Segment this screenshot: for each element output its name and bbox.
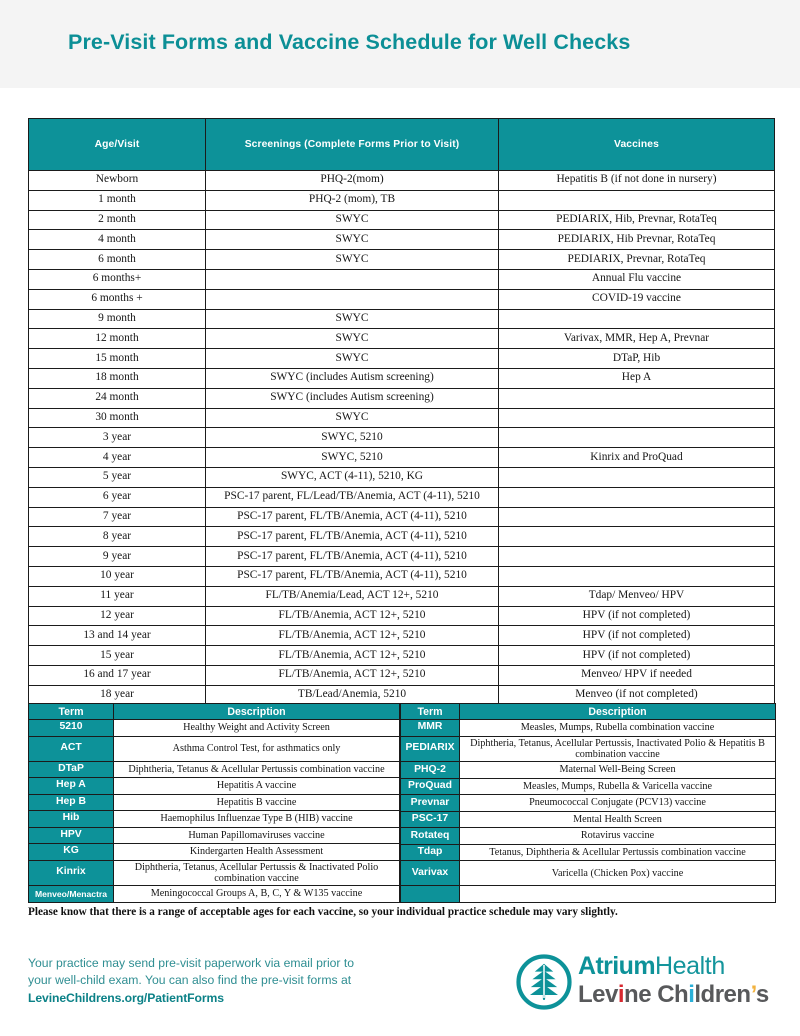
schedule-cell-screenings: SWYC, 5210: [206, 448, 499, 468]
schedule-cell-age: 9 year: [29, 547, 206, 567]
list-item: [401, 720, 776, 737]
schedule-cell-screenings: PSC-17 parent, FL/TB/Anemia, ACT (4-11), 5210: [206, 507, 499, 527]
promo-line-1: Your practice may send pre-visit paperwork via email prior to: [28, 956, 355, 970]
list-item: [401, 778, 776, 795]
glossary-description: Maternal Well-Being Screen: [460, 762, 776, 779]
schedule-cell-vaccines: [499, 428, 775, 448]
column-header-screenings: Screenings (Complete Forms Prior to Visit): [206, 119, 499, 171]
glossary-left-head: [29, 704, 400, 720]
glossary-description: Kindergarten Health Assessment: [114, 844, 400, 861]
schedule-cell-age: 11 year: [29, 586, 206, 606]
schedule-cell-vaccines: HPV (if not completed): [499, 606, 775, 626]
table-row: [29, 507, 775, 527]
schedule-cell-screenings: SWYC: [206, 210, 499, 230]
list-item: [29, 778, 400, 795]
schedule-cell-age: 5 year: [29, 467, 206, 487]
glossary-term: PEDIARIX: [401, 736, 460, 762]
schedule-cell-screenings: TB/Lead/Anemia, 5210: [206, 685, 499, 705]
disclaimer-note: Please know that there is a range of acceptable ages for each vaccine, so your individual practice schedule may vary slightly.: [28, 906, 618, 918]
glossary-term: Menveo/Menactra: [29, 886, 114, 903]
schedule-cell-screenings: SWYC: [206, 230, 499, 250]
glossary-term: KG: [29, 844, 114, 861]
schedule-cell-vaccines: Varivax, MMR, Hep A, Prevnar: [499, 329, 775, 349]
schedule-cell-vaccines: DTaP, Hib: [499, 349, 775, 369]
logo-sub-part4: s: [755, 981, 769, 1008]
table-row: [29, 487, 775, 507]
glossary-description: Mental Health Screen: [460, 811, 776, 828]
glossary-table-right: [400, 703, 776, 903]
title-band: [0, 0, 800, 88]
schedule-cell-vaccines: Hepatitis B (if not done in nursery): [499, 171, 775, 191]
schedule-cell-age: 16 and 17 year: [29, 665, 206, 685]
schedule-cell-age: 4 year: [29, 448, 206, 468]
glossary-term: Rotateq: [401, 828, 460, 845]
schedule-cell-screenings: PHQ-2 (mom), TB: [206, 190, 499, 210]
schedule-cell-screenings: PHQ-2(mom): [206, 171, 499, 191]
schedule-cell-vaccines: PEDIARIX, Hib Prevnar, RotaTeq: [499, 230, 775, 250]
schedule-cell-vaccines: [499, 388, 775, 408]
list-item: [29, 827, 400, 844]
glossary-term: ACT: [29, 736, 114, 761]
table-row: [29, 309, 775, 329]
glossary-left-body: [29, 720, 400, 903]
glossary-term: PSC-17: [401, 811, 460, 828]
logo-sub-i-blue: i: [688, 981, 695, 1008]
schedule-cell-vaccines: HPV (if not completed): [499, 626, 775, 646]
list-item: [401, 844, 776, 861]
schedule-cell-screenings: SWYC, 5210: [206, 428, 499, 448]
table-row: [29, 210, 775, 230]
glossary-term: Kinrix: [29, 860, 114, 886]
table-row: [29, 289, 775, 309]
glossary-description: Hepatitis B vaccine: [114, 794, 400, 811]
list-item: [401, 762, 776, 779]
list-item: [29, 761, 400, 778]
schedule-cell-screenings: PSC-17 parent, FL/TB/Anemia, ACT (4-11), 5210: [206, 547, 499, 567]
schedule-cell-vaccines: [499, 527, 775, 547]
schedule-table-body: [29, 171, 775, 706]
table-row: [29, 467, 775, 487]
schedule-cell-age: 15 month: [29, 349, 206, 369]
glossary-right-header-term: Term: [401, 704, 460, 720]
schedule-cell-age: 15 year: [29, 646, 206, 666]
glossary-left-header-description: Description: [114, 704, 400, 720]
schedule-cell-screenings: FL/TB/Anemia, ACT 12+, 5210: [206, 646, 499, 666]
glossary-term: Prevnar: [401, 795, 460, 812]
schedule-cell-screenings: SWYC: [206, 250, 499, 270]
schedule-cell-screenings: SWYC: [206, 309, 499, 329]
schedule-cell-screenings: SWYC (includes Autism screening): [206, 368, 499, 388]
table-row: [29, 547, 775, 567]
schedule-cell-age: 12 year: [29, 606, 206, 626]
tree-circle-icon: [516, 954, 572, 1010]
glossary-description: Haemophilus Influenzae Type B (HIB) vaccine: [114, 811, 400, 828]
schedule-table-head: [29, 119, 775, 171]
logo-sub-apostrophe: ’: [750, 981, 756, 1008]
list-item: [29, 811, 400, 828]
schedule-cell-vaccines: HPV (if not completed): [499, 646, 775, 666]
glossary-term: Hep B: [29, 794, 114, 811]
schedule-cell-screenings: FL/TB/Anemia, ACT 12+, 5210: [206, 606, 499, 626]
list-item: [29, 794, 400, 811]
promo-block: [28, 955, 428, 1007]
schedule-cell-vaccines: Menveo/ HPV if needed: [499, 665, 775, 685]
schedule-cell-vaccines: Tdap/ Menveo/ HPV: [499, 586, 775, 606]
schedule-table-wrap: [28, 118, 774, 706]
table-row: [29, 388, 775, 408]
table-row: [29, 190, 775, 210]
table-row: [29, 250, 775, 270]
table-row: [29, 586, 775, 606]
schedule-cell-screenings: SWYC: [206, 349, 499, 369]
glossary-table-left: [28, 703, 400, 903]
schedule-cell-vaccines: [499, 547, 775, 567]
glossary-term: Varivax: [401, 861, 460, 886]
schedule-cell-age: 30 month: [29, 408, 206, 428]
schedule-cell-age: 18 year: [29, 685, 206, 705]
list-item: [401, 811, 776, 828]
schedule-cell-age: 13 and 14 year: [29, 626, 206, 646]
schedule-cell-vaccines: Annual Flu vaccine: [499, 269, 775, 289]
table-row: [29, 606, 775, 626]
schedule-cell-screenings: FL/TB/Anemia/Lead, ACT 12+, 5210: [206, 586, 499, 606]
schedule-cell-vaccines: [499, 566, 775, 586]
schedule-cell-vaccines: PEDIARIX, Hib, Prevnar, RotaTeq: [499, 210, 775, 230]
table-row: [29, 349, 775, 369]
schedule-cell-age: 1 month: [29, 190, 206, 210]
list-item: [29, 720, 400, 737]
schedule-cell-age: 6 year: [29, 487, 206, 507]
list-item: [29, 736, 400, 761]
column-header-vaccines: Vaccines: [499, 119, 775, 171]
glossary-left-header-term: Term: [29, 704, 114, 720]
schedule-cell-screenings: SWYC: [206, 408, 499, 428]
schedule-cell-screenings: [206, 289, 499, 309]
glossary-left-header-row: [29, 704, 400, 720]
glossary-term: DTaP: [29, 761, 114, 778]
schedule-cell-screenings: SWYC: [206, 329, 499, 349]
schedule-cell-age: 3 year: [29, 428, 206, 448]
schedule-cell-vaccines: [499, 309, 775, 329]
glossary-right-header-description: Description: [460, 704, 776, 720]
schedule-cell-vaccines: [499, 190, 775, 210]
logo-sub-part2: ne Ch: [624, 981, 689, 1008]
schedule-cell-age: 24 month: [29, 388, 206, 408]
glossary-description: Tetanus, Diphtheria & Acellular Pertussis combination vaccine: [460, 844, 776, 861]
table-row: [29, 566, 775, 586]
schedule-cell-vaccines: Hep A: [499, 368, 775, 388]
schedule-cell-age: 8 year: [29, 527, 206, 547]
glossary-right-head: [401, 704, 776, 720]
glossary-description: Measles, Mumps, Rubella & Varicella vaccine: [460, 778, 776, 795]
glossary-description: Diphtheria, Tetanus, Acellular Pertussis & Inactivated Polio combination vaccine: [114, 860, 400, 886]
glossary-description: Rotavirus vaccine: [460, 828, 776, 845]
list-item: [29, 844, 400, 861]
glossary-description: Healthy Weight and Activity Screen: [114, 720, 400, 737]
glossary-description: Human Papillomaviruses vaccine: [114, 827, 400, 844]
list-item: [401, 736, 776, 762]
patient-forms-link[interactable]: LevineChildrens.org/PatientForms: [28, 990, 224, 1005]
table-row: [29, 428, 775, 448]
schedule-cell-vaccines: [499, 467, 775, 487]
schedule-cell-vaccines: [499, 507, 775, 527]
logo-sub-part1: Lev: [578, 981, 618, 1008]
logo-brand-atrium: Atrium: [578, 952, 655, 980]
list-item: [29, 886, 400, 903]
logo-line-levine-childrens: [578, 981, 778, 1009]
table-row: [29, 665, 775, 685]
list-item: [401, 828, 776, 845]
table-row: [29, 269, 775, 289]
schedule-cell-screenings: SWYC (includes Autism screening): [206, 388, 499, 408]
logo-brand-health: Health: [654, 952, 725, 980]
schedule-cell-screenings: PSC-17 parent, FL/TB/Anemia, ACT (4-11), 5210: [206, 527, 499, 547]
schedule-cell-age: 10 year: [29, 566, 206, 586]
table-row: [29, 527, 775, 547]
schedule-cell-age: 12 month: [29, 329, 206, 349]
table-row: [29, 368, 775, 388]
schedule-cell-age: 2 month: [29, 210, 206, 230]
schedule-cell-age: 6 month: [29, 250, 206, 270]
table-row: [29, 230, 775, 250]
schedule-cell-age: Newborn: [29, 171, 206, 191]
glossary-right-body: [401, 720, 776, 903]
schedule-cell-age: 9 month: [29, 309, 206, 329]
logo-line-atrium-health: [578, 952, 778, 981]
glossary-description: Diphtheria, Tetanus, Acellular Pertussis, Inactivated Polio & Hepatitis B combination vaccine: [460, 736, 776, 762]
list-item: [401, 795, 776, 812]
schedule-cell-screenings: PSC-17 parent, FL/TB/Anemia, ACT (4-11), 5210: [206, 566, 499, 586]
glossary-description: Hepatitis A vaccine: [114, 778, 400, 795]
schedule-cell-screenings: FL/TB/Anemia, ACT 12+, 5210: [206, 626, 499, 646]
glossary-term: HPV: [29, 827, 114, 844]
glossary-term: ProQuad: [401, 778, 460, 795]
schedule-cell-vaccines: PEDIARIX, Prevnar, RotaTeq: [499, 250, 775, 270]
schedule-cell-age: 18 month: [29, 368, 206, 388]
schedule-cell-vaccines: Menveo (if not completed): [575, 688, 698, 701]
logo-sub-i-red: i: [617, 981, 625, 1008]
schedule-cell-vaccines: [499, 487, 775, 507]
atrium-health-levine-childrens-logo: [516, 952, 778, 1014]
glossary-term: PHQ-2: [401, 762, 460, 779]
schedule-cell-vaccines: Kinrix and ProQuad: [499, 448, 775, 468]
glossary-description: [460, 886, 776, 903]
schedule-cell-vaccines: COVID-19 vaccine: [499, 289, 775, 309]
list-item: [29, 860, 400, 886]
schedule-cell-age: 4 month: [29, 230, 206, 250]
glossary-description: Asthma Control Test, for asthmatics only: [114, 736, 400, 761]
schedule-cell-screenings: [206, 269, 499, 289]
logo-wordmark: [578, 952, 778, 1009]
glossary-term: Tdap: [401, 844, 460, 861]
glossary-right-header-row: [401, 704, 776, 720]
table-row: [29, 448, 775, 468]
logo-sub-part3: ldren: [694, 981, 751, 1008]
glossary-term: [401, 886, 460, 903]
glossary-description: Varicella (Chicken Pox) vaccine: [460, 861, 776, 886]
page-title: Pre-Visit Forms and Vaccine Schedule for Well Checks: [68, 30, 631, 54]
schedule-cell-screenings: SWYC, ACT (4-11), 5210, KG: [206, 467, 499, 487]
column-header-age-visit: Age/Visit: [29, 119, 206, 171]
glossary-term: Hep A: [29, 778, 114, 795]
table-row: [29, 408, 775, 428]
glossary-term: MMR: [401, 720, 460, 737]
table-row: [29, 626, 775, 646]
glossary-term: 5210: [29, 720, 114, 737]
glossary-term: Hib: [29, 811, 114, 828]
table-row: [29, 646, 775, 666]
schedule-cell-vaccines: [499, 408, 775, 428]
schedule-cell-age: 6 months+: [29, 269, 206, 289]
list-item: [401, 886, 776, 903]
promo-line-2: your well-child exam. You can also find the pre-visit forms at: [28, 973, 352, 988]
schedule-table: [28, 118, 775, 706]
glossary-description: Diphtheria, Tetanus & Acellular Pertussis combination vaccine: [114, 761, 400, 778]
schedule-cell-age: 6 months +: [29, 289, 206, 309]
schedule-cell-age: 7 year: [29, 507, 206, 527]
table-row: [29, 329, 775, 349]
schedule-cell-screenings: PSC-17 parent, FL/Lead/TB/Anemia, ACT (4-11), 5210: [206, 487, 499, 507]
table-row: [29, 171, 775, 191]
schedule-header-row: [29, 119, 775, 171]
schedule-cell-screenings: FL/TB/Anemia, ACT 12+, 5210: [206, 665, 499, 685]
glossary-section: [28, 703, 774, 903]
glossary-description: Measles, Mumps, Rubella combination vaccine: [460, 720, 776, 737]
glossary-description: Pneumococcal Conjugate (PCV13) vaccine: [460, 795, 776, 812]
list-item: [401, 861, 776, 886]
glossary-description: Meningococcal Groups A, B, C, Y & W135 vaccine: [114, 886, 400, 903]
